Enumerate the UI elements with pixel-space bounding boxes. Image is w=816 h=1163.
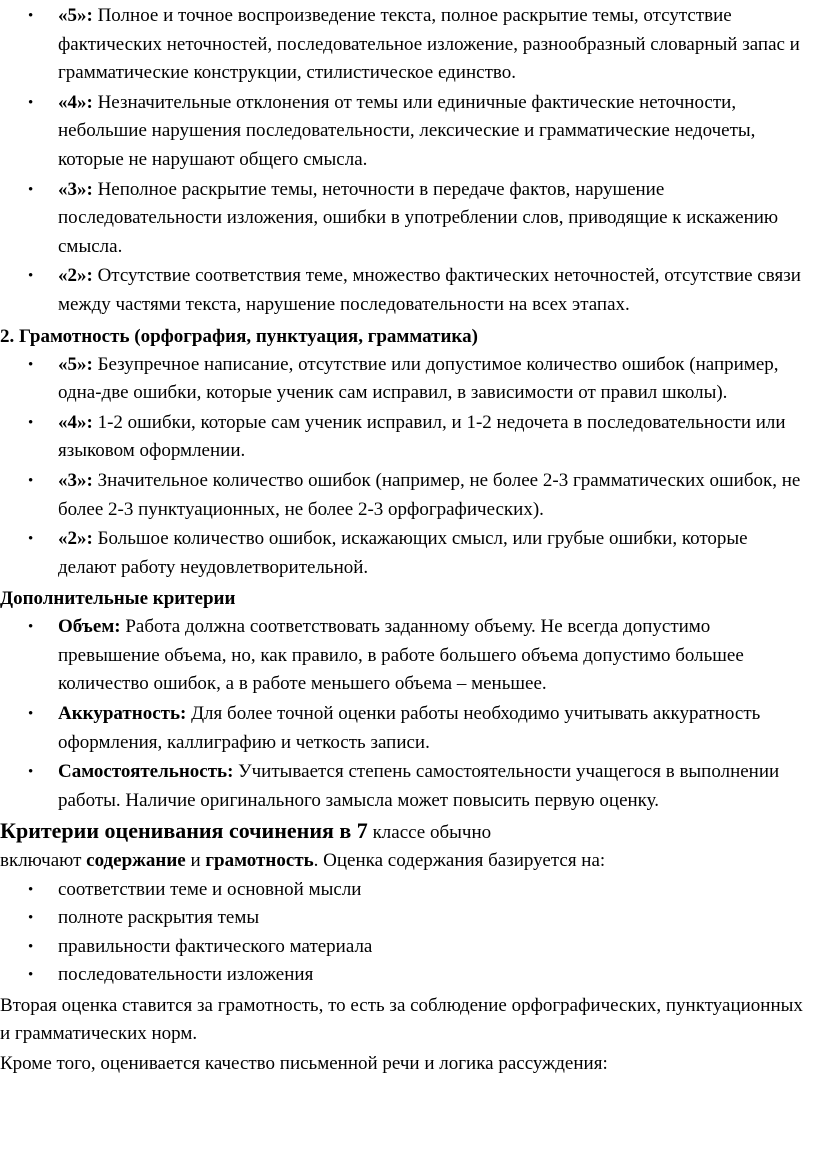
intro-paragraph <box>0 847 816 875</box>
grade-label: «5»: <box>58 353 93 375</box>
grade-label: «5»: <box>58 5 93 26</box>
list-item <box>0 700 816 757</box>
heading-rest-part: классе обычно <box>367 822 492 844</box>
list-item <box>0 351 816 408</box>
criterion-text: Учитывается степень самостоятельности учащегося в выполнении работы. Наличие оригинального замысла может повысить первую оценку. <box>58 761 780 811</box>
list-item <box>0 262 816 319</box>
grade-text: Полное и точное воспроизведение текста, полное раскрытие темы, отсутствие фактических неточностей, последовательное изложение, разнообразный словарный запас и грамматические конструкции, стилистическое единство. <box>58 5 800 84</box>
bullet-icon: • <box>28 414 34 431</box>
basis-text: последовательности изложения <box>58 964 314 986</box>
grade-text: Отсутствие соответствия теме, множество фактических неточностей, отсутствие связи между частями текста, нарушение последовательности на всех этапах. <box>58 265 801 315</box>
grade-text: 1-2 ошибки, которые сам ученик исправил, и 1-2 недочета в последовательности или языковом оформлении. <box>58 411 786 462</box>
section-title-literacy: 2. Грамотность (орфография, пунктуация, грамматика) <box>0 325 478 347</box>
grade-text: Большое количество ошибок, искажающих смысл, или грубые ошибки, которые делают работу неудовлетворительной. <box>58 528 748 578</box>
basis-text: правильности фактического материала <box>58 935 373 957</box>
basis-text: полноте раскрытия темы <box>58 907 260 929</box>
list-item <box>0 467 816 524</box>
basis-text: соответствии теме и основной мысли <box>58 878 362 900</box>
heading-bold-part: Критерии оценивания сочинения в 7 <box>0 818 368 844</box>
intro-text: и <box>185 850 206 872</box>
list-item <box>0 2 816 88</box>
intro-text: . Оценка содержания базируется на: <box>313 850 606 872</box>
literacy-grades-list <box>0 351 816 583</box>
grade-label: «2»: <box>58 528 93 550</box>
grade-label: «3»: <box>58 469 93 491</box>
list-item <box>0 89 816 175</box>
list-item <box>0 525 816 582</box>
criterion-label: Самостоятельность: <box>58 761 234 783</box>
bullet-icon: • <box>28 706 34 723</box>
grade-text: Незначительные отклонения от темы или единичные фактические неточности, небольшие нарушения последовательности, лексические и грамматические недочеты, которые не нарушают общего смысла. <box>58 91 756 170</box>
bullet-icon: • <box>28 8 34 24</box>
bullet-icon: • <box>28 938 34 955</box>
content-basis-list <box>0 876 816 990</box>
grade-label: «4»: <box>58 411 93 433</box>
bullet-icon: • <box>28 94 34 111</box>
bullet-icon: • <box>28 764 34 781</box>
criterion-text: Работа должна соответствовать заданному объему. Не всегда допустимо превышение объема, но, как правило, в работе большего объема допустимо большее количество ошибок, а в работе меньшего объема – меньшее. <box>58 616 744 695</box>
grade-text: Безупречное написание, отсутствие или допустимое количество ошибок (например, одна-две ошибки, которые ученик сам исправил, в зависимости от правил школы). <box>58 353 779 404</box>
list-item <box>0 613 816 699</box>
criterion-text: Для более точной оценки работы необходимо учитывать аккуратность оформления, каллиграфию и четкость записи. <box>58 703 761 753</box>
grade-label: «2»: <box>58 265 93 287</box>
bullet-icon: • <box>28 356 34 373</box>
additional-criteria-list <box>0 613 816 815</box>
bullet-icon: • <box>28 910 34 927</box>
bullet-icon: • <box>28 531 34 548</box>
bullet-icon: • <box>28 472 34 489</box>
criterion-label: Аккуратность: <box>58 703 187 725</box>
grade-text: Значительное количество ошибок (например, не более 2-3 грамматических ошибок, не более 2-3 пунктуационных, не более 2-3 орфографических). <box>58 469 801 520</box>
bullet-icon: • <box>28 967 34 984</box>
grade7-criteria-heading <box>0 817 816 847</box>
bullet-icon: • <box>28 181 34 198</box>
grade-text: Неполное раскрытие темы, неточности в передаче фактов, нарушение последовательности изложения, ошибки в употреблении слов, приводящие к искажению смысла. <box>58 178 779 257</box>
intro-bold-literacy: грамотность <box>205 850 314 872</box>
quality-paragraph: Кроме того, оценивается качество письменной речи и логика рассуждения: <box>0 1053 608 1075</box>
bullet-icon: • <box>28 881 34 898</box>
second-grade-paragraph: Вторая оценка ставится за грамотность, то есть за соблюдение орфографических, пунктуационных и грамматических норм. <box>0 995 803 1045</box>
bullet-icon: • <box>28 268 34 285</box>
intro-text: включают <box>0 850 87 872</box>
list-item <box>0 176 816 262</box>
list-item <box>0 933 816 962</box>
criterion-label: Объем: <box>58 616 121 638</box>
content-grades-list <box>0 2 816 320</box>
grade-label: «4»: <box>58 91 93 113</box>
grade-label: «3»: <box>58 178 93 200</box>
list-item <box>0 758 816 815</box>
list-item <box>0 876 816 905</box>
intro-bold-content: содержание <box>86 850 186 872</box>
section-title-additional: Дополнительные критерии <box>0 588 236 610</box>
bullet-icon: • <box>28 619 34 636</box>
list-item <box>0 409 816 466</box>
list-item <box>0 904 816 933</box>
list-item <box>0 961 816 990</box>
